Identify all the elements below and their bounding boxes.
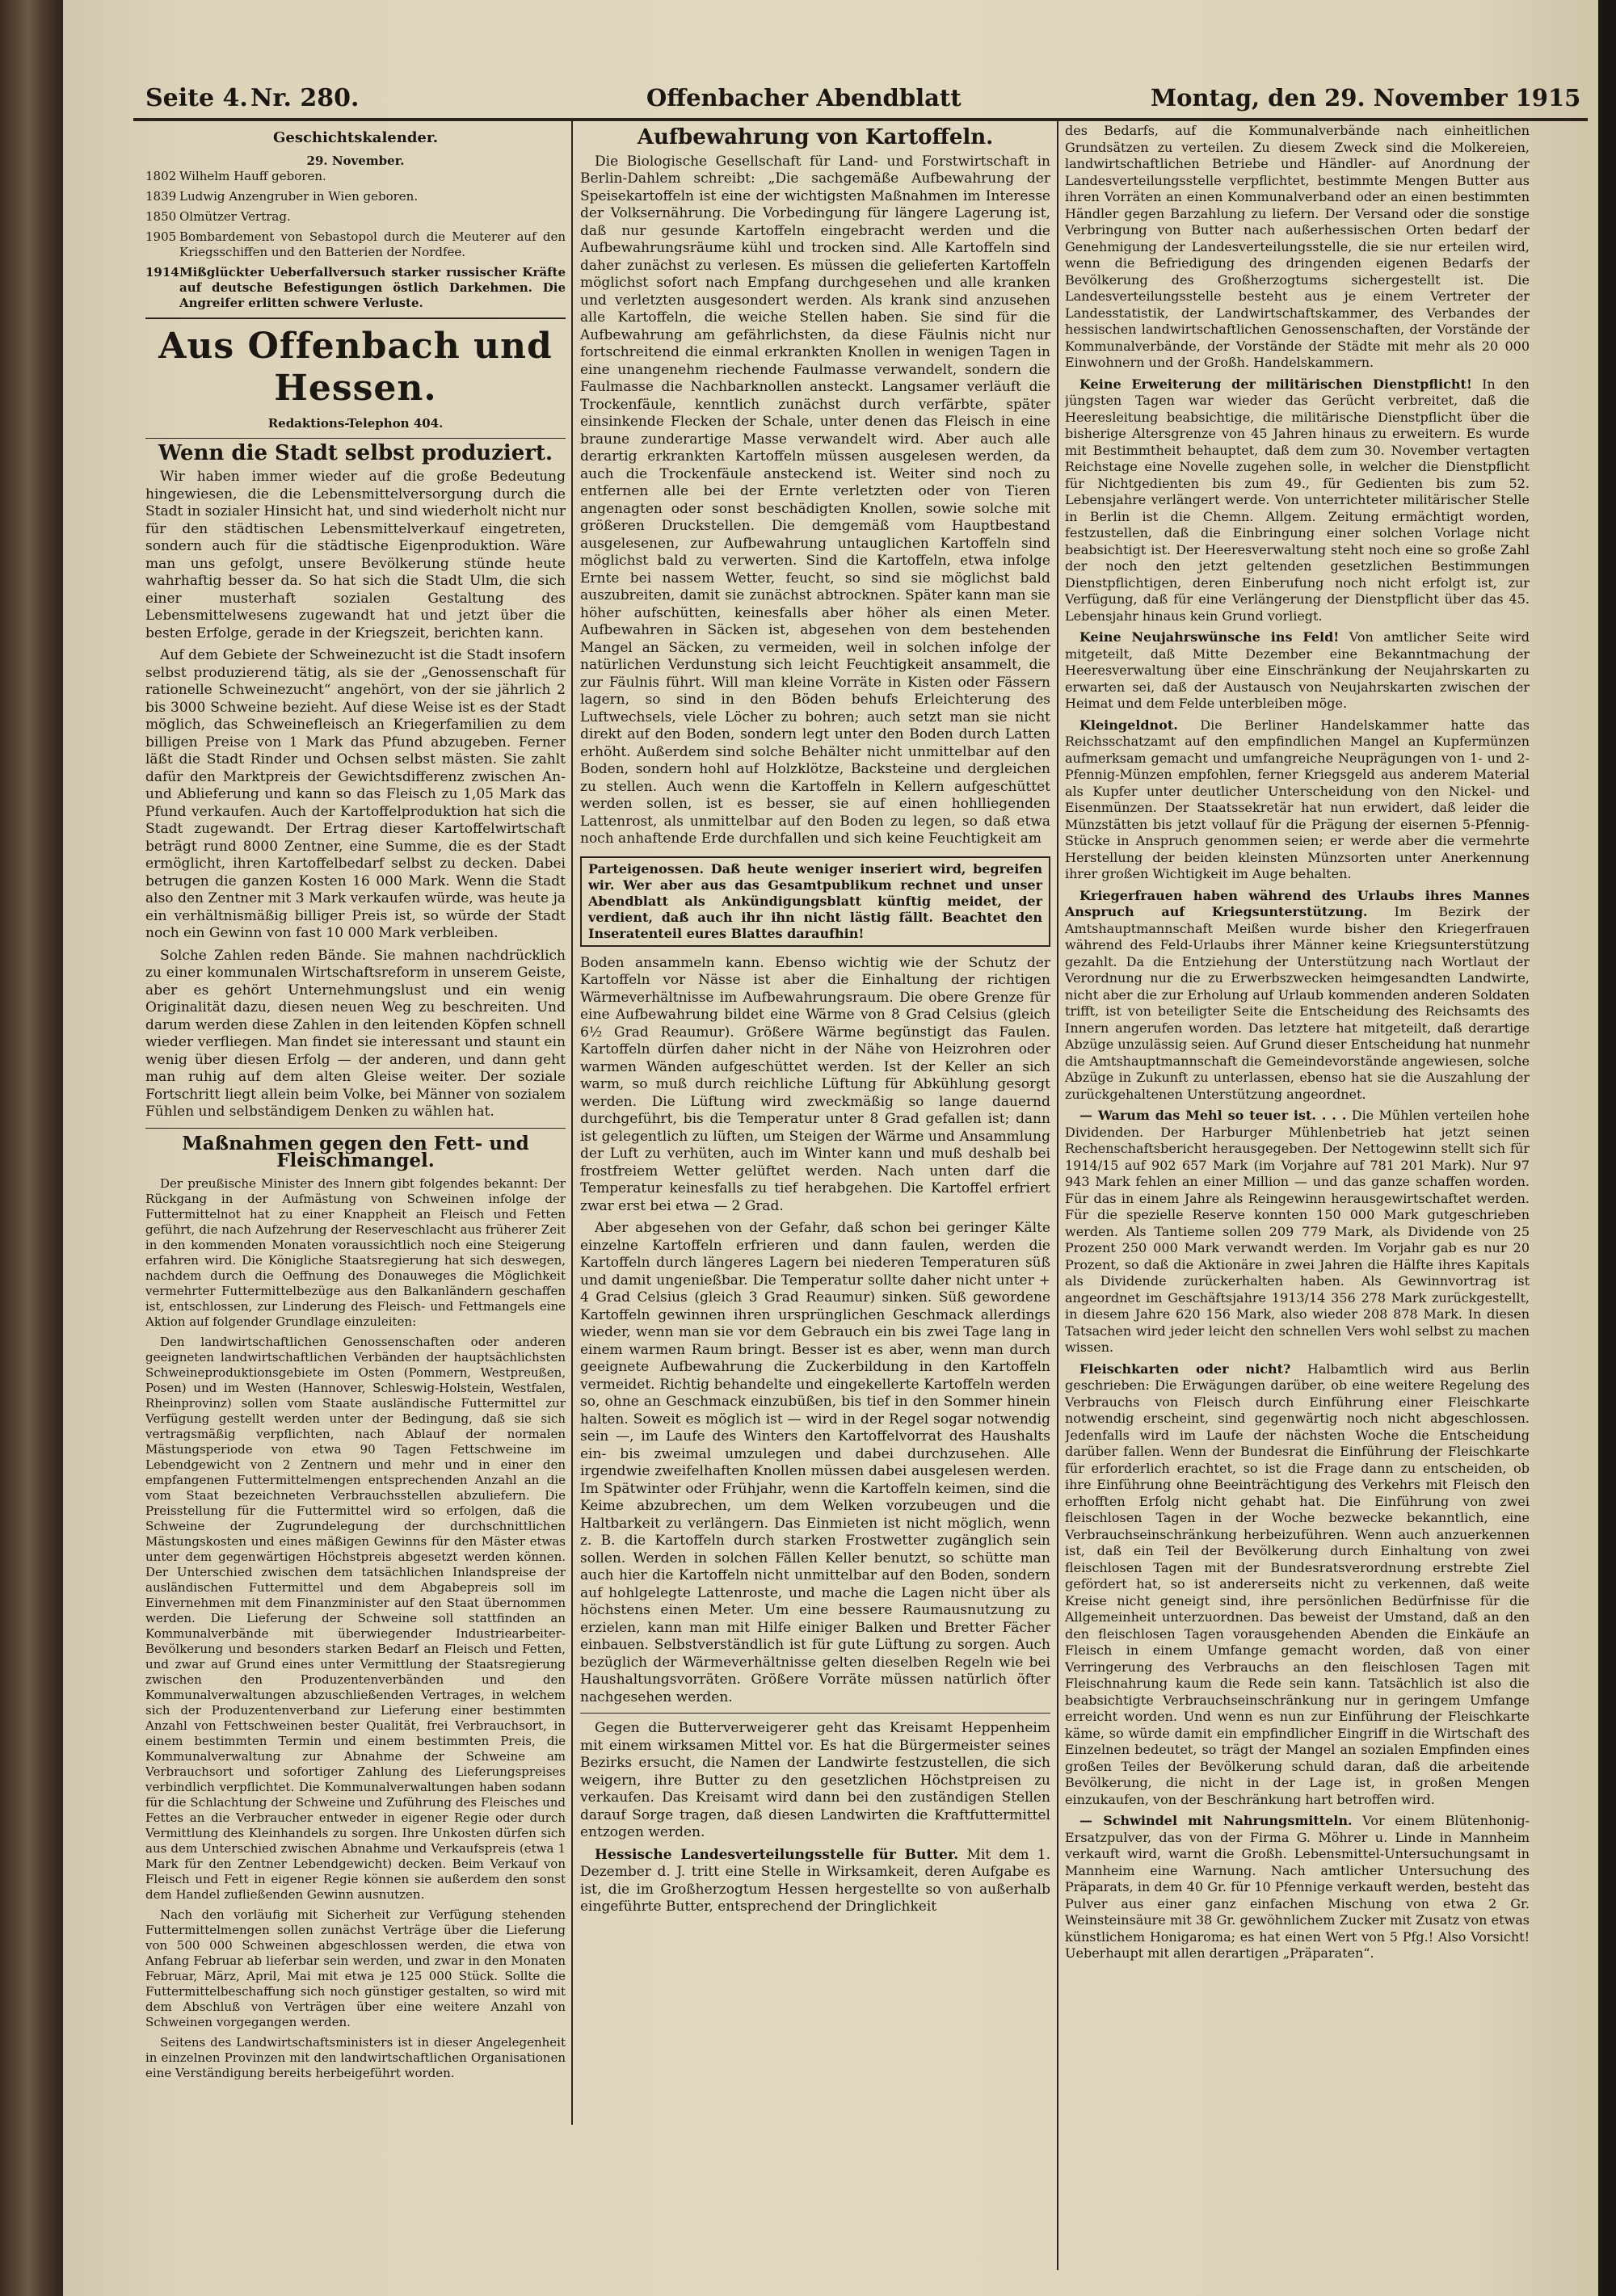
issue-number: Nr. 280.: [250, 84, 360, 112]
news-item: Keine Erweiterung der militärischen Dienstpflicht! In den jüngsten Tagen war wieder das Gerücht verbreitet, daß die Heeresleitung beabsichtige, die militärische Dienstpflicht über die bisherige Altersgrenze von 45 Jahren hinaus zu erweitern. Es wurde mit Bestimmtheit behauptet, daß dem zum 30. November vertagten Reichstage eine Novelle zugehen solle, in welcher die Dienstpflicht für Nichtgedienten bis zum 49., für Gedienten bis zum 52. Lebensjahre verlängert werde. Von unterrichteter militärischer Stelle in Berlin ist die Chemn. Allgem. Zeitung ermächtigt worden, festzustellen, daß die Einbringung einer solchen Vorlage nicht beabsichtigt ist. Der Heeresverwaltung steht noch eine so große Zahl der noch den jetzt geltenden gesetzlichen Bestimmungen Dienstpflichtigen, deren Einberufung noch nicht erfolgt ist, zur Verfügung, daß für eine Verlängerung der Dienstpflicht über das 45. Lebensjahr hinaus kein Grund vorliegt.: [1065, 376, 1530, 624]
paragraph: Den landwirtschaftlichen Genossenschaften oder anderen geeigneten landwirtschaftlichen Verbänden der hauptsächlichsten Schweineproduktionsgebiete im Osten (Pommern, Westpreußen, Posen) und im Westen (Hannover, Schleswig-Holstein, Westfalen, Rheinprovinz) sollen vom Staate ausländische Futtermittel zur Verfügung gestellt werden unter der Bedingung, daß sie sich vertragsmäßig verpflichten, nach Ablauf der normalen Mästungsperiode von etwa 90 Tagen Fettschweine im Lebendgewicht von 2 Zentnern und mehr und in einer den empfangenen Futtermittelmengen entsprechenden Anzahl an die vom Staat bezeichneten Verbrauchsstellen abzuliefern. Die Preisstellung für die Futtermittel wird so erfolgen, daß die Schweine der Zugrundelegung der durchschnittlichen Mästungskosten und eines mäßigen Gewinns für den Mäster etwas unter dem gegenwärtigen Höchstpreis abgesetzt werden können. Der Unterschied zwischen dem tatsächlichen Inlandspreise der ausländischen Futtermittel und dem Abgabepreis soll im Einvernehmen mit dem Finanzminister auf den Staat übernommen werden. Die Lieferung der Schweine soll stattfinden an Kommunalverbände mit überwiegender Industriearbeiter-Bevölkerung und besonders starken Bedarf an Fleisch und Fetten, und zwar auf Grund eines unter Vermittlung der Staatsregierung zwischen den Produzentenverbänden und den Kommunalverwaltungen abzuschließenden Vertrages, in welchem sich der Produzentenverband zur Lieferung einer bestimmten Anzahl von Fettschweinen bester Qualität, frei Verbrauchsort, in einem bestimmten Termin und einem bestimmten Preis, die Kommunalverwaltung zur Abnahme der Schweine am Verbrauchsort und sofortiger Zahlung des Lieferungspreises verbindlich verpflichtet. Die Kommunalverwaltungen haben sodann für die Schlachtung der Schweine und Zuführung des Fleisches und Fettes an die Verbraucher entweder in eigener Regie oder durch Vermittlung des Kleinhandels zu sorgen. Ihre Unkosten dürfen sich aus dem Unterschied zwischen Abnahme und Verkaufspreis (etwa 1 Mark für den Zentner Lebendgewicht) decken. Beim Verkauf von Fleisch und Fett in eigener Regie können sie außerdem den sonst dem Handel zufließenden Gewinn ausnutzen.: [145, 1334, 566, 1902]
paragraph: Auf dem Gebiete der Schweinezucht ist die Stadt insofern selbst produzierend tätig, als sie der „Genossenschaft für rationelle Schweinezucht“ angehört, von der sie jährlich 2 bis 3000 Schweine bezieht. Auf diese Weise ist es der Stadt möglich, das Schweinefleisch an Kriegerfamilien zu dem billigen Preise von 1 Mark das Pfund abzugeben. Ferner läßt die Stadt Rinder und Ochsen selbst mästen. Sie zahlt dafür den Marktpreis der Gewichtsdifferenz zwischen An- und Ablieferung und kann so das Fleisch zu 1,05 Mark das Pfund verkaufen. Auch der Kartoffelproduktion hat sich die Stadt zugewandt. Der Ertrag dieser Kartoffelwirtschaft beträgt rund 8000 Zentner, eine Summe, die es der Stadt ermöglicht, ihren Kartoffelbedarf selbst zu decken. Dabei betrugen die ganzen Kosten 16 000 Mark. Wenn die Stadt also den Zentner mit 3 Mark verkaufen würde, was heute ja ein verhältnismäßig billiger Preis ist, so würde der Stadt noch ein Gewinn von fast 10 000 Mark verbleiben.: [145, 647, 566, 941]
calendar-title: Geschichtskalender.: [273, 129, 438, 146]
news-item: — Warum das Mehl so teuer ist. . . . Die Mühlen verteilen hohe Dividenden. Der Harburger Mühlenbetrieb hat jetzt seinen Rechenschaftsbericht herausgegeben. Der Nettogewinn stellt sich für 1914/15 auf 902 657 Mark (im Vorjahre auf 781 201 Mark). Nur 97 943 Mark fehlen an einer Million — und das ganze schaffen worden. Für das in einem Jahre als Reingewinn herausgewirtschaftet werden. Für die spezielle Reserve konnten 150 000 Mark gutgeschrieben werden. Als Tantieme sollen 209 779 Mark, als Dividende von 25 Prozent 250 000 Mark verwandt werden. Im Vorjahr gab es nur 20 Prozent, so daß die Aktionäre in zwei Jahren die Hälfte ihres Kapitals als Dividende zurückerhalten haben. Als Gewinnvortrag ist angeordnet im Geschäftsjahre 1913/14 356 278 Mark zurückgestellt, in diesem Jahre 620 156 Mark, also wieder 208 878 Mark. In diesen Tatsachen wird jeder leicht den schnellen Vers wohl selbst zu machen wissen.: [1065, 1108, 1530, 1355]
article-title: Hessische Landesverteilungsstelle für Butter.: [595, 1846, 959, 1863]
paragraph: des Bedarfs, auf die Kommunalverbände nach einheitlichen Grundsätzen zu verteilen. Zu diesem Zweck sind die Molkereien, landwirtschaftlichen Betriebe und Händler- auf Anordnung der Landesverteilungsstelle verpflichtet, bestimmte Mengen Butter aus ihren Vorräten an einen Kommunalverband oder an einen bestimmten Händler gegen Barzahlung zu liefern. Der Versand oder die sonstige Verbringung von Butter nach außerhessischen Orten bedarf der Genehmigung der Landesverteilungsstelle, die sie nur erteilen wird, wenn die Befriedigung des dringenden eigenen Bedarfs der Bevölkerung des Großherzogtums sichergestellt ist. Die Landesverteilungsstelle besteht aus je einem Vertreter der Landesstatistik, der Landwirtschaftskammer, des Verbandes der hessischen landwirtschaftlichen Genossenschaften, der Vorstände der Kommunalverbände, der Vorstände der Städte mit mehr als 20 000 Einwohnern und der Großh. Handelskammern.: [1065, 123, 1530, 370]
book-binding: [0, 0, 63, 2296]
calendar-list: [145, 169, 566, 311]
divider: [145, 1128, 566, 1129]
news-item: Keine Neujahrswünsche ins Feld! Von amtlicher Seite wird mitgeteilt, daß Mitte Dezember eine Bekanntmachung der Heeresverwaltung über eine Einschränkung der Neujahrskarten zu erwarten sei, daß der Austausch von Neujahrskarten zwischen der Heimat und dem Felde unterbleiben möge.: [1065, 629, 1530, 711]
divider: [145, 438, 566, 439]
paragraph: Die Biologische Gesellschaft für Land- und Forstwirtschaft in Berlin-Dahlem schreibt: „Die sachgemäße Aufbewahrung der Speisekartoffeln ist eine der wichtigsten Maßnahmen im Interesse der Volksernährung. Die Vorbedingung für längere Lagerung ist, daß nur gesunde Kartoffeln eingebracht werden und die Aufbewahrungsräume kühl und trocken sind. Alle Kartoffeln sind daher zunächst zu verlesen. Es müssen die gelieferten Kartoffeln möglichst sofort nach Empfang durchgesehen und alle kranken und verletzten ausgesondert werden. Als krank sind anzusehen alle Kartoffeln, die weiche Stellen haben. Sie sind für die Aufbewahrung am gefährlichsten, da diese Fäulnis nicht nur fortschreitend die einmal erkrankten Knollen in wenigen Tagen in eine unangenehm riechende Faulmasse verwandelt, sondern die Faulmasse die Nachbarknollen ansteckt. Langsamer verläuft die Trockenfäule, kenntlich zunächst durch verfärbte, später einsinkende Flecken der Schale, unter denen das Fleisch in eine braune zunderartige Masse verwandelt wird. Aber auch alle derartig erkrankten Kartoffeln müssen ausgelesen werden, da auch die Trockenfäule ansteckend ist. Weiter sind noch zu entfernen alle bei der Ernte verletzten oder von Tieren angenagten oder sonst beschädigten Knollen, sowie solche mit größeren Druckstellen. Die demgemäß vom Hauptbestand ausgelesenen, zur Aufbewahrung untauglichen Kartoffeln sind möglichst bald zu verwerten. Sind die Kartoffeln, etwa infolge Ernte bei nassem Wetter, feucht, so sind sie möglichst bald auszubreiten, damit sie zunächst abtrocknen. Später kann man sie höher aufschütten, keinesfalls aber höher als einen Meter. Aufbewahren in Säcken ist, abgesehen von dem bestehenden Mangel an Säcken, zu vermeiden, weil in solchen infolge der natürlichen Verdunstung sich leicht Feuchtigkeit ansammelt, die zur Fäulnis führt. Will man kleine Vorräte in Kisten oder Fässern lagern, so sind in den Böden behufs Erleichterung des Luftwechsels, viele Löcher zu bohren; auch setzt man sie nicht direkt auf den Boden, sondern legt unter den Boden durch Latten erhöht. Außerdem sind solche Behälter nicht unmittelbar auf den Boden, sondern hohl auf Holzklötze, Backsteine und dergleichen zu stellen. Auch wenn die Kartoffeln in Kellern aufgeschüttet werden sollen, ist es besser, sie auf einen hohlliegenden Lattenrost, als unmittelbar auf den Boden zu legen, so daß etwa noch anhaftende Erde durchfallen und sich keine Feuchtigkeit am: [580, 153, 1050, 847]
paragraph: Solche Zahlen reden Bände. Sie mahnen nachdrücklich zu einer kommunalen Wirtschaftsreform in unserem Geiste, aber es gehört Unternehmungslust und ein wenig Originalität dazu, diesen neuen Weg zu beschreiten. Und darum werden diese Zahlen in den leitenden Köpfen schnell wieder verfliegen. Man findet sie interessant und staunt ein wenig über diesen Erfolg — der anderen, und dann geht man ruhig auf dem alten Gleise weiter. Der soziale Fortschritt liegt allein beim Volke, bei Männer von sozialem Fühlen und selbständigem Denken zu wählen hat.: [145, 947, 566, 1120]
column-rule-2: [1057, 121, 1058, 2270]
paragraph: Seitens des Landwirtschaftsministers ist in dieser Angelegenheit in einzelnen Provinzen mit den landwirtschaftlichen Organisationen eine Verständigung bereits herbeigeführt worden.: [145, 2034, 566, 2080]
paragraph: Nach den vorläufig mit Sicherheit zur Verfügung stehenden Futtermittelmengen sollen zunächst Verträge über die Lieferung von 500 000 Schweinen abgeschlossen werden, die etwa von Anfang Februar ab lieferbar sein werden, und zwar in den Monaten Februar, März, April, Mai mit etwa je 125 000 Stück. Sollte die Futtermittelbeschaffung sich noch günstiger gestalten, so wird mit dem Abschluß von Verträgen über eine weitere Anzahl von Schweinen vorgegangen werden.: [145, 1907, 566, 2029]
paragraph: Der preußische Minister des Innern gibt folgendes bekannt: Der Rückgang in der Aufmästung von Schweinen infolge der Futtermittelnot hat zu einer Knappheit an Fleisch und Fetten geführt, die nach Aufzehrung der Reserveschlacht aus früherer Zeit in den kommenden Monaten voraussichtlich noch eine Steigerung erfahren wird. Die Königliche Staatsregierung hat sich deswegen, nachdem durch die Oeffnung des Donauweges die Möglichkeit vermehrter Futtermittelbezüge aus den Balkanländern geschaffen ist, entschlossen, zur Linderung des Fleisch- und Fettmangels eine Aktion auf folgender Grundlage einzuleiten:: [145, 1175, 566, 1329]
calendar-entry: 1914 Mißglückter Ueberfallversuch starker russischer Kräfte auf deutsche Befestigungen östlich Darkehmen. Die Angreifer erlitten schwere Verluste.: [145, 264, 566, 310]
calendar-entry: 1905 Bombardement von Sebastopol durch die Meuterer auf den Kriegsschiffen und den Batterien der Nordfee.: [145, 229, 566, 259]
article-title: Aufbewahrung von Kartoffeln.: [637, 125, 994, 149]
column-1: [145, 123, 566, 2126]
page-edge-shadow: [1598, 0, 1616, 2296]
news-item: — Schwindel mit Nahrungsmitteln. Vor einem Blütenhonig-Ersatzpulver, das von der Firma G. Möhrer u. Linde in Mannheim verkauft wird, warnt die Großh. Lebensmittel-Untersuchungsamt in Mannheim eine Warnung. Nach amtlicher Untersuchung des Präparats, in dem 40 Gr. für 10 Pfennige verkauft werden, besteht das Pulver aus einer ganz einfachen Mischung von etwa 2 Gr. Weinsteinsäure mit 38 Gr. gewöhnlichem Zucker mit Zusatz von etwas künstlichem Honigaroma; es hat einen Wert von 5 Pfg.! Also Vorsicht! Ueberhaupt mit allen derartigen „Präparaten“.: [1065, 1813, 1530, 1961]
paragraph: Hessische Landesverteilungsstelle für Butter. Mit dem 1. Dezember d. J. tritt eine Stelle in Wirksamkeit, deren Aufgabe es ist, die im Großherzogtum Hessen hergestellte so von außerhalb eingeführte Butter, entsprechend der Dringlichkeit: [580, 1846, 1050, 1915]
calendar-entry: 1850 Olmützer Vertrag.: [145, 208, 291, 224]
calendar-date: 29. November.: [306, 153, 405, 168]
column-rule-1: [571, 121, 573, 2125]
newspaper-name: Offenbacher Abendblatt: [646, 84, 962, 111]
column-2: [580, 123, 1050, 2272]
calendar-entry: 1802 Wilhelm Hauff geboren.: [145, 168, 326, 183]
divider: [145, 317, 566, 319]
paragraph: Gegen die Butterverweigerer geht das Kreisamt Heppenheim mit einem wirksamen Mittel vor. Es hat die Bürgermeister seines Bezirks ersucht, die Namen der Landwirte festzustellen, die sich weigern, ihre Butter zu den gesetzlichen Höchstpreisen zu verkaufen. Das Kreisamt wird dann bei den zuständigen Stellen darauf Sorge tragen, daß diesen Landwirten die Kraftfuttermittel entzogen werden.: [580, 1720, 1050, 1840]
page-number: Seite 4.: [145, 84, 248, 112]
header-rule: [133, 118, 1588, 121]
paragraph: Boden ansammeln kann. Ebenso wichtig wie der Schutz der Kartoffeln vor Nässe ist aber die Einhaltung der richtigen Wärmeverhältnisse im Aufbewahrungsraum. Die obere Grenze für eine Aufbewahrung bildet eine Wärme von 8 Grad Celsius (gleich 6½ Grad Reaumur). Größere Wärme begünstigt das Faulen. Kartoffeln dürfen daher nicht in der Nähe von Heizrohren oder warmen Wänden aufgeschüttet werden. Ist der Keller an sich warm, so muß durch reichliche Lüftung für Abkühlung gesorgt werden. Die Lüftung wird zweckmäßig so lange dauernd durchgeführt, bis die Temperatur unter 8 Grad gefallen ist; dann ist gelegentlich zu lüften, um Steigen der Wärme und Ansammlung der Luft zu verhüten, auch im Winter kann und muß deshalb bei frostfreiem Wetter gelüftet werden. Nach unten darf die Temperatur keinesfalls zu tief herabgehen. Die Kartoffel erfriert zwar erst bei etwa — 2 Grad.: [580, 954, 1050, 1214]
news-item: Fleischkarten oder nicht? Halbamtlich wird aus Berlin geschrieben: Die Erwägungen darüber, ob eine weitere Regelung des Verbrauchs von Fleisch durch Einführung einer Fleischkarte notwendig erscheint, sind gegenwärtig noch nicht abgeschlossen. Jedenfalls wird im Laufe der nächsten Woche die Entscheidung darüber fallen. Wenn der Bundesrat die Einführung der Fleischkarte für erforderlich erachtet, so ist die Frage dann zu entscheiden, ob ihre Einführung ohne Beeinträchtigung des Verkehrs mit Fleisch den erhofften Erfolg nicht gehabt hat. Die Einführung von zwei fleischlosen Tagen in der Woche bezwecke bekanntlich, eine Verbrauchseinschränkung herbeizuführen. Wenn auch anzuerkennen ist, daß ein Teil der Bevölkerung durch Einhaltung von zwei fleischlosen Tagen mit der Bundesratsverordnung erstrebte Ziel gefördert hat, so ist andererseits nicht zu verkennen, daß weite Kreise nicht geneigt sind, ihre persönlichen Bedürfnisse für die Allgemeinheit unterzuordnen. Das beweist der Umstand, daß an den den fleischlosen Tagen vorausgehenden Abenden die Einkäufe an Fleisch in einem Umfange gemacht worden, daß von einer Verringerung des Verbrauchs an den fleischlosen Tagen mit Fleischnahrung kaum die Rede sein kann. Tatsächlich ist also die beabsichtigte Verbrauchseinschränkung nur in geringem Umfange erreicht worden. Und wenn es nun zur Einführung der Fleischkarte käme, so würde damit ein empfindlicher Eingriff in die Wirtschaft des Einzelnen bedeutet, so trägt der Mangel an sozialen Empfinden eines großen Teiles der Bevölkerung schuld daran, daß die arbeitende Bevölkerung, die nicht in der Lage ist, in großen Mengen einzukaufen, von der Beschränkung hart betroffen wird.: [1065, 1360, 1530, 1807]
notice-box: Parteigenossen. Daß heute weniger inseriert wird, begreifen wir. Wer aber aus das Gesamtpublikum rechnet und unser Abendblatt als Ankündigungsblatt künftig meidet, der verdient, daß auch ihr ihn nicht lästig fällt. Beachtet den Inseratenteil eures Blattes daraufhin!: [580, 856, 1050, 947]
paragraph: Aber abgesehen von der Gefahr, daß schon bei geringer Kälte einzelne Kartoffeln erfrieren und dann faulen, werden die Kartoffeln durch längeres Lagern bei niederen Temperaturen süß und damit ungenießbar. Die Temperatur sollte daher nicht unter + 4 Grad Celsius (gleich 3 Grad Reaumur) sinken. Süß gewordene Kartoffeln gewinnen ihren ursprünglichen Geschmack allerdings wieder, wenn man sie vor dem Gebrauch ein bis zwei Tage lang in einem warmen Raum bringt. Besser ist es aber, wenn man durch geeignete Aufbewahrung die Zuckerbildung in den Kartoffeln vermeidet. Richtig behandelte und eingekellerte Kartoffeln werden so, ohne an Geschmack einzubüßen, bis tief in den Sommer hinein halten. Soweit es möglich ist — wird in der Regel sogar notwendig sein —, im Laufe des Winters den Kartoffelvorrat des Haushalts ein- bis zweimal umzulegen und dabei durchzusehen. Alle irgendwie zweifelhaften Knollen müssen dabei ausgelesen werden. Im Spätwinter oder Frühjahr, wenn die Kartoffeln keimen, sind die Keime abzubrechen, um dem Welken vorzubeugen und die Haltbarkeit zu verlängern. Das Einmieten ist nicht möglich, wenn z. B. die Kartoffeln durch starken Frostwetter zugänglich sein sollen. Werden in solchen Fällen Keller benutzt, so schütte man auch hier die Kartoffeln nicht unmittelbar auf den Boden, sondern auf hohlgelegte Lattenroste, und mache die Lagen nicht über als höchstens einen Meter. Um eine bessere Raumausnutzung zu erzielen, kann man mit Hilfe einiger Balken und Bretter Fächer einbauen. Selbstverständlich ist für gute Lüftung zu sorgen. Auch bezüglich der Wärmeverhältnisse gelten dieselben Regeln wie bei Haushaltungsvorräten. Größere Vorräte müssen natürlich öfter nachgesehen werden.: [580, 1220, 1050, 1705]
issue-date: Montag, den 29. November 1915: [1151, 84, 1581, 111]
divider: [580, 1713, 1050, 1714]
news-item: Kriegerfrauen haben während des Urlaubs ihres Mannes Anspruch auf Kriegsunterstützung. Im Bezirk der Amtshauptmannschaft Meißen wurde bisher den Kriegerfrauen während des Feld-Urlaubs ihrer Männer keine Kriegsunterstützung gezahlt. Da die Entziehung der Unterstützung nach Wortlaut der Verordnung nur die zu Erwerbszwecken heimgesandten Landwirte, nicht aber die zur Erholung auf Urlaub kommenden anderen Soldaten trifft, ist von beteiligter Seite die Entscheidung des Reichsamts des Innern angerufen worden. Das letztere hat mitgeteilt, daß derartige Abzüge unzulässig seien. Auf Grund dieser Entscheidung hat nunmehr die Amtshauptmannschaft die Gemeindevorstände angewiesen, solche Abzüge in Zukunft zu unterlassen, ebenso hat sie die Auszahlung der zurückgehaltenen Unterstützung angeordnet.: [1065, 887, 1530, 1102]
paragraph: Wir haben immer wieder auf die große Bedeutung hingewiesen, die die Lebensmittelversorgung durch die Stadt in sozialer Hinsicht hat, und sind wiederholt nicht nur für den städtischen Lebensmittelverkauf eingetreten, sondern auch für die städtische Eigenproduktion. Wäre man uns gefolgt, unsere Bevölkerung stünde heute wahrhaftig besser da. So hat sich die Stadt Ulm, die sich einer musterhaft sozialen Gestaltung des Lebensmittelwesens zugewandt hat und jetzt über die besten Erfolge, gerade in der Kriegszeit, berichten kann.: [145, 469, 566, 641]
section-title: Aus Offenbach und Hessen.: [158, 325, 553, 409]
article-title: Wenn die Stadt selbst produziert.: [158, 440, 553, 465]
article-title: Maßnahmen gegen den Fett- und Fleischmangel.: [182, 1132, 529, 1171]
news-item: Kleingeldnot. Die Berliner Handelskammer hatte das Reichsschatzamt auf den empfindlichen Mangel an Kupfermünzen aufmerksam gemacht und umfangreiche Neuprägungen von 1- und 2-Pfennig-Münzen empfohlen, ferner Kriegsgeld aus anderem Material als Kupfer unter deutlicher Unterscheidung von den Nickel- und Eisenmünzen. Der Staatssekretär hat nun erwidert, daß leider die Münzstätten bis jetzt vollauf für die Prägung der eisernen 5-Pfennig-Stücke in Anspruch genommen seien; er werde aber die vermehrte Herstellung der beiden kleinsten Münzsorten unter Anerkennung ihrer großen Wichtigkeit im Auge behalten.: [1065, 717, 1530, 881]
calendar-entry: 1839 Ludwig Anzengruber in Wien geboren.: [145, 188, 419, 204]
column-3: [1065, 123, 1530, 2272]
editorial-phone: Redaktions-Telephon 404.: [267, 415, 444, 431]
